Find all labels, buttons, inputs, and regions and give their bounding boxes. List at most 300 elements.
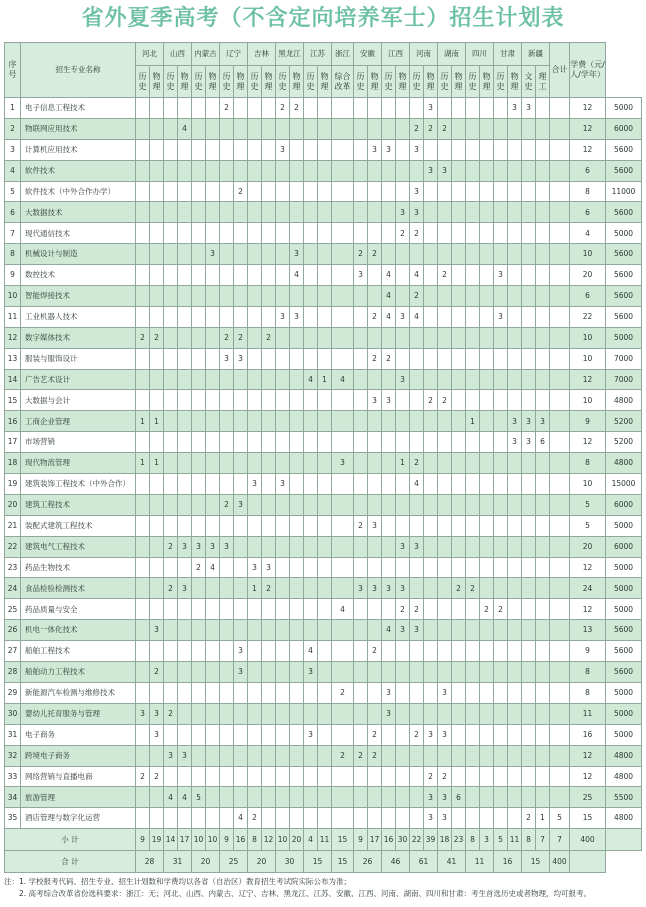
quota-cell bbox=[466, 244, 480, 265]
quota-cell bbox=[318, 181, 332, 202]
quota-cell bbox=[396, 641, 410, 662]
quota-cell bbox=[304, 620, 318, 641]
quota-cell bbox=[550, 202, 570, 223]
quota-cell bbox=[438, 327, 452, 348]
quota-cell bbox=[290, 118, 304, 139]
quota-cell bbox=[304, 202, 318, 223]
quota-cell bbox=[494, 515, 508, 536]
quota-cell bbox=[304, 808, 318, 829]
row-fee: 5200 bbox=[606, 411, 642, 432]
quota-cell: 3 bbox=[438, 724, 452, 745]
quota-cell bbox=[234, 599, 248, 620]
row-fee: 5000 bbox=[606, 327, 642, 348]
quota-cell bbox=[354, 724, 368, 745]
quota-cell bbox=[304, 181, 318, 202]
quota-cell bbox=[368, 369, 382, 390]
quota-cell bbox=[466, 724, 480, 745]
quota-cell bbox=[164, 118, 178, 139]
quota-cell bbox=[234, 766, 248, 787]
table-row bbox=[5, 369, 642, 390]
quota-cell bbox=[536, 98, 550, 119]
table-row bbox=[5, 557, 642, 578]
subtotal-cell: 19 bbox=[150, 829, 164, 851]
quota-cell: 3 bbox=[438, 160, 452, 181]
subtotal-fee-blank bbox=[606, 829, 642, 851]
quota-cell bbox=[368, 787, 382, 808]
quota-cell bbox=[178, 181, 192, 202]
major-name: 物联网应用技术 bbox=[21, 118, 136, 139]
quota-cell bbox=[248, 160, 262, 181]
quota-cell bbox=[550, 787, 570, 808]
quota-cell bbox=[192, 98, 206, 119]
quota-cell: 4 bbox=[234, 808, 248, 829]
quota-cell bbox=[354, 620, 368, 641]
quota-cell bbox=[332, 327, 354, 348]
quota-cell bbox=[276, 662, 290, 683]
quota-cell bbox=[262, 139, 276, 160]
quota-cell bbox=[438, 557, 452, 578]
header-province: 新疆 bbox=[522, 43, 550, 66]
quota-cell bbox=[452, 557, 466, 578]
quota-cell bbox=[234, 286, 248, 307]
quota-cell bbox=[318, 98, 332, 119]
quota-cell bbox=[276, 515, 290, 536]
row-fee: 4800 bbox=[606, 390, 642, 411]
quota-cell bbox=[508, 787, 522, 808]
quota-cell bbox=[318, 327, 332, 348]
major-name: 机电一体化技术 bbox=[21, 620, 136, 641]
quota-cell bbox=[276, 265, 290, 286]
major-name: 装配式建筑工程技术 bbox=[21, 515, 136, 536]
row-fee: 7000 bbox=[606, 348, 642, 369]
quota-cell: 5 bbox=[192, 787, 206, 808]
quota-cell bbox=[466, 306, 480, 327]
quota-cell bbox=[234, 223, 248, 244]
quota-cell bbox=[290, 515, 304, 536]
quota-cell bbox=[206, 745, 220, 766]
quota-cell bbox=[234, 306, 248, 327]
quota-cell bbox=[318, 411, 332, 432]
quota-cell bbox=[452, 474, 466, 495]
quota-cell bbox=[304, 536, 318, 557]
quota-cell bbox=[262, 766, 276, 787]
quota-cell bbox=[452, 494, 466, 515]
quota-cell bbox=[354, 369, 368, 390]
quota-cell bbox=[550, 724, 570, 745]
quota-cell bbox=[382, 599, 396, 620]
quota-cell bbox=[410, 327, 424, 348]
province-total: 20 bbox=[192, 851, 220, 873]
table-row bbox=[5, 390, 642, 411]
quota-cell bbox=[318, 724, 332, 745]
row-number: 5 bbox=[5, 181, 21, 202]
quota-cell bbox=[178, 641, 192, 662]
quota-cell bbox=[382, 118, 396, 139]
quota-cell bbox=[396, 286, 410, 307]
subtotal-cell: 8 bbox=[248, 829, 262, 851]
quota-cell bbox=[368, 703, 382, 724]
quota-cell bbox=[522, 265, 536, 286]
quota-cell bbox=[178, 494, 192, 515]
row-fee: 4800 bbox=[606, 766, 642, 787]
quota-cell bbox=[382, 662, 396, 683]
quota-cell bbox=[410, 578, 424, 599]
quota-cell bbox=[354, 223, 368, 244]
quota-cell bbox=[382, 223, 396, 244]
quota-cell: 2 bbox=[424, 766, 438, 787]
quota-cell bbox=[290, 139, 304, 160]
province-total: 15 bbox=[522, 851, 550, 873]
row-number: 8 bbox=[5, 244, 21, 265]
quota-cell bbox=[262, 286, 276, 307]
quota-cell bbox=[290, 641, 304, 662]
row-number: 9 bbox=[5, 265, 21, 286]
quota-cell bbox=[262, 202, 276, 223]
quota-cell: 2 bbox=[410, 223, 424, 244]
quota-cell bbox=[290, 160, 304, 181]
quota-cell bbox=[164, 453, 178, 474]
quota-cell: 2 bbox=[262, 578, 276, 599]
quota-cell bbox=[206, 515, 220, 536]
quota-cell bbox=[332, 118, 354, 139]
quota-cell bbox=[466, 160, 480, 181]
quota-cell bbox=[396, 787, 410, 808]
quota-cell bbox=[206, 453, 220, 474]
row-number: 31 bbox=[5, 724, 21, 745]
quota-cell bbox=[522, 181, 536, 202]
table-row bbox=[5, 745, 642, 766]
quota-cell bbox=[220, 515, 234, 536]
quota-cell bbox=[480, 265, 494, 286]
quota-cell bbox=[508, 327, 522, 348]
row-fee: 5600 bbox=[606, 244, 642, 265]
quota-cell: 3 bbox=[522, 98, 536, 119]
quota-cell bbox=[304, 474, 318, 495]
quota-cell bbox=[136, 202, 150, 223]
quota-cell bbox=[452, 390, 466, 411]
subtotal-cell: 16 bbox=[382, 829, 396, 851]
quota-cell bbox=[178, 390, 192, 411]
quota-cell bbox=[290, 682, 304, 703]
quota-cell: 4 bbox=[304, 641, 318, 662]
quota-cell bbox=[150, 474, 164, 495]
quota-cell bbox=[234, 244, 248, 265]
quota-cell bbox=[164, 808, 178, 829]
quota-cell: 3 bbox=[424, 98, 438, 119]
quota-cell bbox=[136, 787, 150, 808]
quota-cell bbox=[164, 557, 178, 578]
grand-total-value: 400 bbox=[550, 851, 570, 873]
row-number: 1 bbox=[5, 98, 21, 119]
quota-cell bbox=[234, 453, 248, 474]
quota-cell bbox=[536, 286, 550, 307]
row-fee: 5600 bbox=[606, 306, 642, 327]
province-total: 15 bbox=[304, 851, 332, 873]
quota-cell: 3 bbox=[368, 139, 382, 160]
quota-cell bbox=[248, 724, 262, 745]
quota-cell bbox=[452, 202, 466, 223]
quota-cell bbox=[410, 244, 424, 265]
quota-cell bbox=[550, 474, 570, 495]
row-fee: 5600 bbox=[606, 286, 642, 307]
quota-cell bbox=[150, 306, 164, 327]
quota-cell bbox=[494, 223, 508, 244]
quota-cell bbox=[452, 724, 466, 745]
quota-cell bbox=[396, 557, 410, 578]
quota-cell bbox=[318, 453, 332, 474]
subtotal-cell: 15 bbox=[332, 829, 354, 851]
footnote-line: 注：1. 学校报考代码、招生专业、招生计划数和学费均以各省（自治区）教育招生考试院实际公布为准； bbox=[4, 877, 352, 886]
row-fee: 5000 bbox=[606, 578, 642, 599]
quota-cell bbox=[494, 682, 508, 703]
quota-cell: 3 bbox=[262, 557, 276, 578]
province-total: 15 bbox=[332, 851, 354, 873]
quota-cell bbox=[206, 98, 220, 119]
quota-cell bbox=[480, 286, 494, 307]
quota-cell bbox=[550, 557, 570, 578]
subtotal-row bbox=[5, 829, 642, 851]
quota-cell bbox=[178, 432, 192, 453]
quota-cell bbox=[424, 265, 438, 286]
quota-cell bbox=[262, 787, 276, 808]
table-row bbox=[5, 98, 642, 119]
quota-cell bbox=[290, 724, 304, 745]
quota-cell bbox=[522, 369, 536, 390]
quota-cell: 2 bbox=[368, 745, 382, 766]
quota-cell bbox=[164, 515, 178, 536]
quota-cell bbox=[494, 557, 508, 578]
quota-cell bbox=[508, 160, 522, 181]
row-number: 17 bbox=[5, 432, 21, 453]
quota-cell bbox=[192, 286, 206, 307]
quota-cell bbox=[234, 557, 248, 578]
quota-cell bbox=[248, 98, 262, 119]
table-row bbox=[5, 808, 642, 829]
quota-cell bbox=[424, 494, 438, 515]
quota-cell bbox=[178, 599, 192, 620]
grand-total-label: 合 计 bbox=[5, 851, 136, 873]
header-province: 湖南 bbox=[438, 43, 466, 66]
row-fee: 4800 bbox=[606, 453, 642, 474]
quota-cell bbox=[424, 306, 438, 327]
quota-cell bbox=[494, 766, 508, 787]
quota-cell bbox=[536, 160, 550, 181]
table-row bbox=[5, 724, 642, 745]
quota-cell bbox=[480, 306, 494, 327]
quota-cell: 2 bbox=[164, 578, 178, 599]
quota-cell bbox=[396, 494, 410, 515]
quota-cell bbox=[262, 453, 276, 474]
quota-cell bbox=[396, 244, 410, 265]
row-number: 3 bbox=[5, 139, 21, 160]
quota-cell bbox=[424, 286, 438, 307]
quota-cell bbox=[318, 265, 332, 286]
quota-cell bbox=[480, 181, 494, 202]
quota-cell bbox=[262, 474, 276, 495]
quota-cell bbox=[452, 745, 466, 766]
quota-cell bbox=[396, 432, 410, 453]
quota-cell bbox=[536, 536, 550, 557]
row-total: 12 bbox=[570, 599, 606, 620]
header-subject: 历史 bbox=[438, 66, 452, 98]
quota-cell: 1 bbox=[536, 808, 550, 829]
quota-cell bbox=[276, 724, 290, 745]
row-number: 35 bbox=[5, 808, 21, 829]
quota-cell bbox=[494, 536, 508, 557]
quota-cell bbox=[382, 724, 396, 745]
quota-cell bbox=[206, 223, 220, 244]
quota-cell bbox=[438, 494, 452, 515]
quota-cell bbox=[178, 160, 192, 181]
quota-cell bbox=[150, 808, 164, 829]
quota-cell bbox=[396, 515, 410, 536]
quota-cell: 2 bbox=[368, 641, 382, 662]
subtotal-cell: 8 bbox=[522, 829, 536, 851]
quota-cell bbox=[536, 369, 550, 390]
quota-cell bbox=[192, 118, 206, 139]
quota-cell bbox=[234, 724, 248, 745]
quota-cell bbox=[206, 766, 220, 787]
province-total: 16 bbox=[494, 851, 522, 873]
quota-cell: 2 bbox=[332, 745, 354, 766]
province-total: 28 bbox=[136, 851, 164, 873]
quota-cell bbox=[136, 223, 150, 244]
quota-cell bbox=[452, 118, 466, 139]
quota-cell bbox=[438, 474, 452, 495]
table-row bbox=[5, 515, 642, 536]
quota-cell: 3 bbox=[382, 578, 396, 599]
quota-cell bbox=[466, 557, 480, 578]
quota-cell bbox=[396, 745, 410, 766]
row-fee: 5600 bbox=[606, 662, 642, 683]
quota-cell bbox=[368, 766, 382, 787]
quota-cell bbox=[550, 599, 570, 620]
subtotal-cell: 10 bbox=[192, 829, 206, 851]
subtotal-cell: 3 bbox=[480, 829, 494, 851]
quota-cell bbox=[262, 745, 276, 766]
province-total: 25 bbox=[220, 851, 248, 873]
major-name: 网络营销与直播电商 bbox=[21, 766, 136, 787]
quota-cell bbox=[290, 620, 304, 641]
quota-cell bbox=[192, 306, 206, 327]
quota-cell bbox=[164, 766, 178, 787]
quota-cell bbox=[550, 98, 570, 119]
quota-cell bbox=[466, 327, 480, 348]
quota-cell bbox=[276, 348, 290, 369]
quota-cell bbox=[318, 139, 332, 160]
quota-cell bbox=[178, 703, 192, 724]
major-name: 食品检验检测技术 bbox=[21, 578, 136, 599]
quota-cell bbox=[248, 286, 262, 307]
quota-cell bbox=[550, 766, 570, 787]
quota-cell bbox=[304, 306, 318, 327]
quota-cell bbox=[550, 181, 570, 202]
quota-cell bbox=[220, 390, 234, 411]
quota-cell bbox=[354, 306, 368, 327]
quota-cell bbox=[396, 327, 410, 348]
subtotal-cell: 11 bbox=[318, 829, 332, 851]
quota-cell bbox=[550, 641, 570, 662]
header-province: 安徽 bbox=[354, 43, 382, 66]
quota-cell bbox=[164, 662, 178, 683]
quota-cell bbox=[536, 327, 550, 348]
quota-cell bbox=[304, 432, 318, 453]
row-fee: 5000 bbox=[606, 223, 642, 244]
quota-cell bbox=[304, 118, 318, 139]
quota-cell bbox=[332, 432, 354, 453]
quota-cell bbox=[332, 223, 354, 244]
quota-cell bbox=[220, 286, 234, 307]
row-number: 30 bbox=[5, 703, 21, 724]
quota-cell: 3 bbox=[536, 411, 550, 432]
quota-cell bbox=[150, 745, 164, 766]
quota-cell bbox=[290, 599, 304, 620]
quota-cell bbox=[290, 327, 304, 348]
quota-cell bbox=[410, 808, 424, 829]
row-total: 4 bbox=[570, 223, 606, 244]
quota-cell bbox=[220, 181, 234, 202]
quota-cell: 3 bbox=[396, 578, 410, 599]
quota-cell: 2 bbox=[480, 599, 494, 620]
quota-cell bbox=[136, 474, 150, 495]
quota-cell bbox=[522, 620, 536, 641]
header-province: 内蒙古 bbox=[192, 43, 220, 66]
quota-cell bbox=[164, 348, 178, 369]
row-total: 5 bbox=[570, 515, 606, 536]
quota-cell bbox=[276, 160, 290, 181]
quota-cell bbox=[276, 536, 290, 557]
row-total: 9 bbox=[570, 641, 606, 662]
quota-cell bbox=[262, 724, 276, 745]
grand-total-fee-blank bbox=[570, 851, 606, 873]
quota-cell bbox=[164, 98, 178, 119]
quota-cell bbox=[136, 536, 150, 557]
quota-cell bbox=[550, 118, 570, 139]
quota-cell bbox=[164, 286, 178, 307]
quota-cell: 3 bbox=[396, 369, 410, 390]
quota-cell bbox=[382, 160, 396, 181]
quota-cell bbox=[536, 766, 550, 787]
quota-cell bbox=[164, 223, 178, 244]
quota-cell bbox=[396, 724, 410, 745]
header-province: 辽宁 bbox=[220, 43, 248, 66]
quota-cell bbox=[536, 620, 550, 641]
quota-cell bbox=[522, 599, 536, 620]
subtotal-cell: 30 bbox=[396, 829, 410, 851]
row-fee: 5000 bbox=[606, 724, 642, 745]
quota-cell bbox=[480, 662, 494, 683]
quota-cell bbox=[382, 327, 396, 348]
quota-cell bbox=[424, 620, 438, 641]
table-row bbox=[5, 244, 642, 265]
quota-cell: 3 bbox=[354, 578, 368, 599]
quota-cell bbox=[318, 808, 332, 829]
quota-cell bbox=[290, 369, 304, 390]
row-fee: 7000 bbox=[606, 369, 642, 390]
quota-cell bbox=[332, 244, 354, 265]
quota-cell bbox=[262, 369, 276, 390]
quota-cell bbox=[354, 98, 368, 119]
quota-cell bbox=[438, 223, 452, 244]
quota-cell bbox=[248, 766, 262, 787]
quota-cell bbox=[276, 244, 290, 265]
quota-cell bbox=[150, 578, 164, 599]
row-total: 8 bbox=[570, 181, 606, 202]
quota-cell bbox=[220, 223, 234, 244]
quota-cell bbox=[178, 327, 192, 348]
quota-cell bbox=[522, 223, 536, 244]
quota-cell bbox=[262, 265, 276, 286]
